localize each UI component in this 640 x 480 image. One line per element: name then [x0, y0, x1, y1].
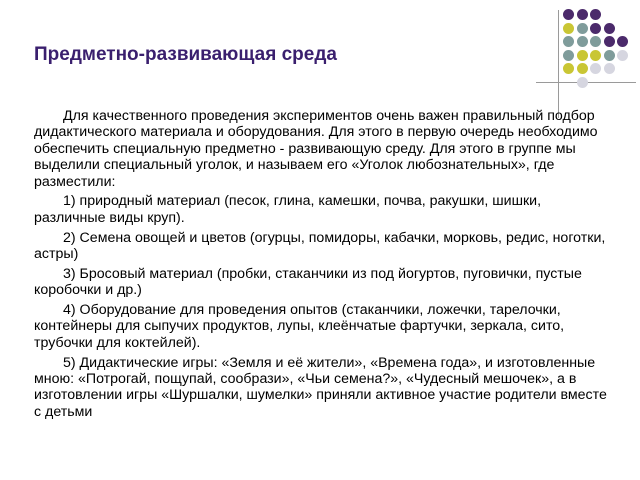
decorative-dot	[604, 36, 615, 47]
slide-title: Предметно-развивающая среда	[34, 44, 337, 65]
decorative-dot	[604, 23, 615, 34]
decorative-dot	[590, 9, 601, 20]
decorative-dot	[577, 63, 588, 74]
decorative-dot	[577, 9, 588, 20]
decorative-dot	[577, 36, 588, 47]
paragraph-item-2: 2) Семена овощей и цветов (огурцы, помидоры, кабачки, морковь, редис, ноготки, астры)	[34, 229, 606, 263]
paragraph-item-1: 1) природный материал (песок, глина, камешки, почва, ракушки, шишки, различные виды круп).	[34, 193, 542, 226]
decorative-dot	[617, 50, 628, 61]
decorative-dot	[590, 63, 601, 74]
decorative-dot	[590, 50, 601, 61]
paragraph-intro: Для качественного проведения экспериментов очень важен правильный подбор дидактического материала и оборудования. Для этого в первую очередь необходимо обеспечить специальную предметно - развивающую среду. Для этого в группе мы выделили специальный уголок, и называем его «Уголок любознательных», где разместили:	[34, 108, 598, 190]
decorative-dot	[577, 50, 588, 61]
decorative-dot	[563, 23, 574, 34]
decorative-dot	[563, 63, 574, 74]
decorative-dot	[563, 9, 574, 20]
vertical-divider	[558, 10, 559, 118]
paragraph-item-4: 4) Оборудование для проведения опытов (стаканчики, ложечки, тарелочки, контейнеры для сыпучих продуктов, лупы, клеёнчатые фартучки, зеркала, сито, трубочки для коктейлей).	[34, 302, 565, 351]
decorative-dot	[604, 50, 615, 61]
decorative-dot	[590, 36, 601, 47]
decorative-dot	[604, 63, 615, 74]
decorative-dot	[617, 36, 628, 47]
decorative-dot	[590, 23, 601, 34]
horizontal-divider	[536, 82, 636, 83]
slide-body	[34, 108, 614, 424]
decorative-dot	[563, 36, 574, 47]
paragraph-item-5: 5) Дидактические игры: «Земля и её жители», «Времена года», и изготовленные мною: «Потрогай, пощупай, сообрази», «Чьи семена?», «Чудесный мешочек», а в изготовлении игры «Шуршалки, шумелки» приняли активное участие родители вместе с детьми	[34, 354, 607, 420]
decorative-dot	[577, 23, 588, 34]
paragraph-item-3: 3) Бросовый материал (пробки, стаканчики из под йогуртов, пуговички, пустые коробочки и др.)	[34, 265, 582, 299]
decorative-dot	[563, 50, 574, 61]
